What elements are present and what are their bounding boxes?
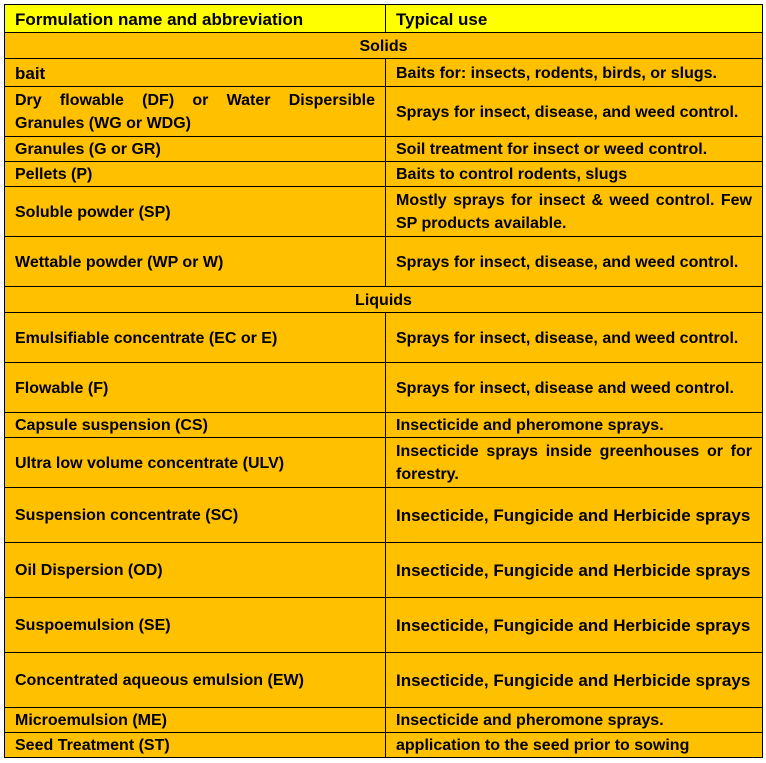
section-title: Solids <box>5 33 763 59</box>
table-row <box>5 187 763 237</box>
table-row <box>5 488 763 543</box>
typical-use: application to the seed prior to sowing <box>386 733 763 758</box>
typical-use: Baits for: insects, rodents, birds, or slugs. <box>386 59 763 87</box>
formulation-name: Ultra low volume concentrate (ULV) <box>5 438 386 488</box>
formulation-name: Capsule suspension (CS) <box>5 413 386 438</box>
typical-use: Sprays for insect, disease, and weed control. <box>386 87 763 137</box>
formulation-name: Pellets (P) <box>5 162 386 187</box>
formulation-name: Suspoemulsion (SE) <box>5 598 386 653</box>
formulation-name: Granules (G or GR) <box>5 137 386 162</box>
table-row <box>5 237 763 287</box>
formulation-name: Microemulsion (ME) <box>5 708 386 733</box>
table-row <box>5 543 763 598</box>
typical-use: Insecticide, Fungicide and Herbicide sprays <box>386 543 763 598</box>
table-row <box>5 137 763 162</box>
typical-use: Insecticide, Fungicide and Herbicide sprays <box>386 598 763 653</box>
table-row <box>5 653 763 708</box>
formulation-name: Flowable (F) <box>5 363 386 413</box>
typical-use: Insecticide and pheromone sprays. <box>386 708 763 733</box>
formulation-name: Oil Dispersion (OD) <box>5 543 386 598</box>
typical-use: Mostly sprays for insect & weed control. Few SP products available. <box>386 187 763 237</box>
typical-use: Insecticide sprays inside greenhouses or for forestry. <box>386 438 763 488</box>
typical-use: Insecticide, Fungicide and Herbicide sprays <box>386 653 763 708</box>
formulation-name: Suspension concentrate (SC) <box>5 488 386 543</box>
table-row <box>5 733 763 758</box>
typical-use: Sprays for insect, disease, and weed control. <box>386 313 763 363</box>
formulation-name: Concentrated aqueous emulsion (EW) <box>5 653 386 708</box>
formulation-name: bait <box>5 59 386 87</box>
typical-use: Baits to control rodents, slugs <box>386 162 763 187</box>
formulation-name: Wettable powder (WP or W) <box>5 237 386 287</box>
typical-use: Sprays for insect, disease and weed control. <box>386 363 763 413</box>
header-typical-use: Typical use <box>386 5 763 33</box>
formulation-table <box>4 4 763 758</box>
table-row <box>5 87 763 137</box>
section-row-liquids <box>5 287 763 313</box>
table-row <box>5 708 763 733</box>
typical-use: Insecticide and pheromone sprays. <box>386 413 763 438</box>
formulation-name: Emulsifiable concentrate (EC or E) <box>5 313 386 363</box>
formulation-name: Soluble powder (SP) <box>5 187 386 237</box>
header-formulation: Formulation name and abbreviation <box>5 5 386 33</box>
typical-use: Insecticide, Fungicide and Herbicide sprays <box>386 488 763 543</box>
table-row <box>5 413 763 438</box>
table-row <box>5 598 763 653</box>
table-row <box>5 363 763 413</box>
formulation-name: Dry flowable (DF) or Water Dispersible Granules (WG or WDG) <box>5 87 386 137</box>
typical-use: Soil treatment for insect or weed control. <box>386 137 763 162</box>
typical-use: Sprays for insect, disease, and weed control. <box>386 237 763 287</box>
table-row <box>5 313 763 363</box>
header-row <box>5 5 763 33</box>
section-title: Liquids <box>5 287 763 313</box>
table-row <box>5 162 763 187</box>
section-row-solids <box>5 33 763 59</box>
table-row <box>5 59 763 87</box>
table-row <box>5 438 763 488</box>
formulation-name: Seed Treatment (ST) <box>5 733 386 758</box>
